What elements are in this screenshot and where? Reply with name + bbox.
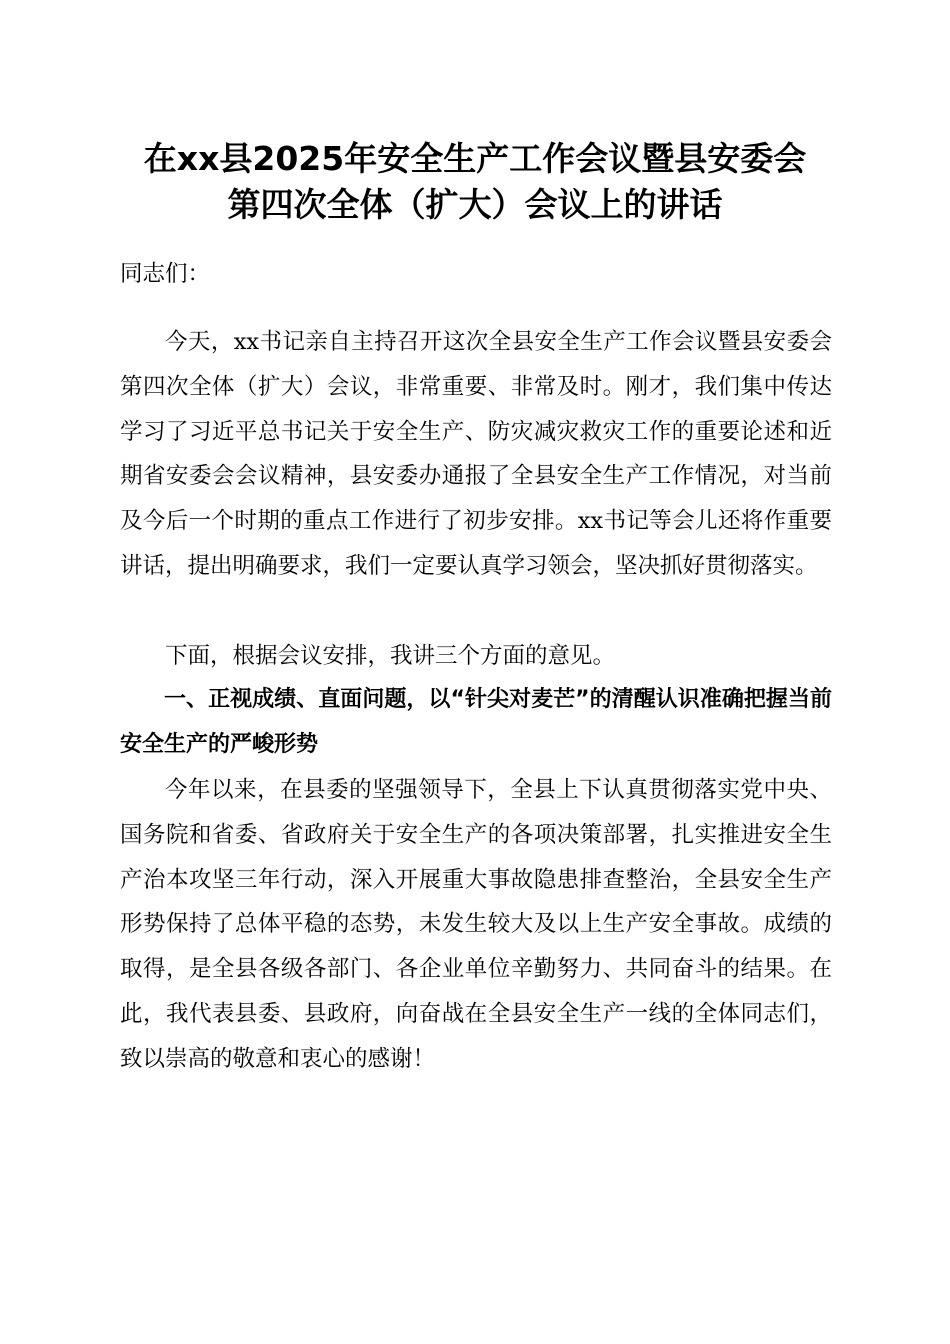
paragraph-outline: 下面，根据会议安排，我讲三个方面的意见。 xyxy=(165,643,616,669)
salutation: 同志们： xyxy=(120,261,211,287)
section-1-paragraph: 今年以来，在县委的坚强领导下，全县上下认真贯彻落实党中央、国务院和省委、省政府关于安全生产的各项决策部署，扎实推进安全生产治本攻坚三年行动，深入开展重大事故隐患排查整治，全县安全生产形势保持了总体平稳的态势，未发生较大及以上生产安全事故。成绩的取得，是全县各级各部门、各企业单位辛勤努力、共同奋斗的结果。在此，我代表县委、县政府，向奋战在全县安全生产一线的全体同志们，致以崇高的敬意和衷心的感谢！ xyxy=(120,777,832,1072)
section-heading-1: 一、正视成绩、直面问题，以“针尖对麦芒”的清醒认识准确把握当前安全生产的严峻形势 xyxy=(120,687,832,757)
document-title-line-1: 在xx县2025年安全生产工作会议暨县安委会 xyxy=(143,139,807,178)
document-title-line-2: 第四次全体（扩大）会议上的讲话 xyxy=(227,185,723,224)
paragraph-opening: 今天，xx书记亲自主持召开这次全县安全生产工作会议暨县安委会第四次全体（扩大）会议，非常重要、非常及时。刚才，我们集中传达学习了习近平总书记关于安全生产、防灾减灾救灾工作的重要论述和近期省安委会会议精神，县安委办通报了全县安全生产工作情况，对当前及今后一个时期的重点工作进行了初步安排。xx书记等会儿还将作重要讲话，提出明确要求，我们一定要认真学习领会，坚决抓好贯彻落实。 xyxy=(120,329,832,579)
